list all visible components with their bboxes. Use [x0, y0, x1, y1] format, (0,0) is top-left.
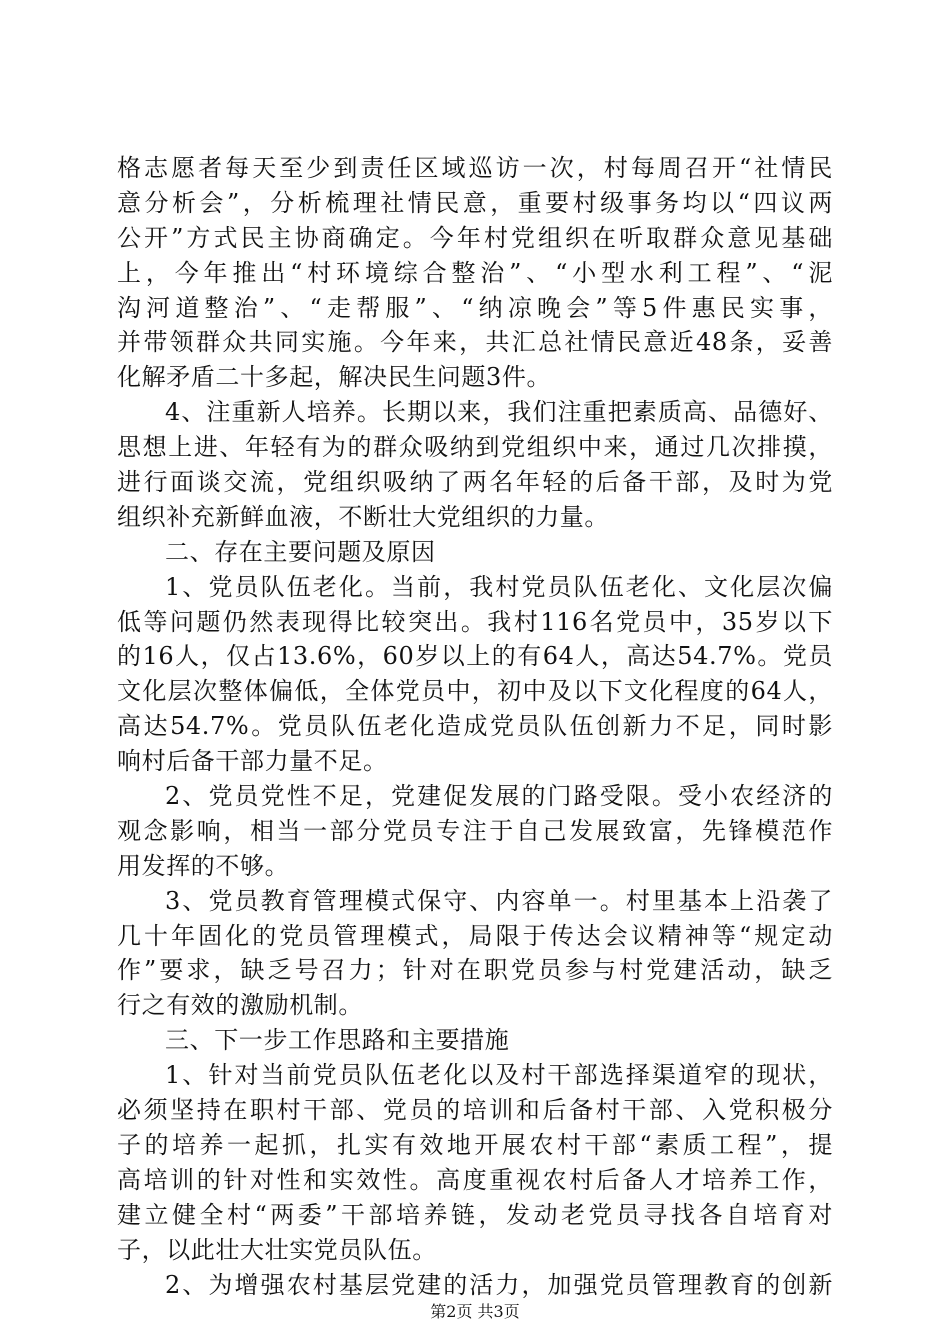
text-line: 并带领群众共同实施。今年来，共汇总社情民意近48条，妥善 — [117, 328, 833, 357]
text-line: 行之有效的激励机制。 — [117, 991, 363, 1020]
text-line: 沟河道整治”、“走帮服”、“纳凉晚会”等5件惠民实事， — [117, 293, 833, 322]
text-line: 格志愿者每天至少到责任区域巡访一次，村每周召开“社情民 — [117, 154, 833, 182]
text-line: 3、党员教育管理模式保守、内容单一。村里基本上沿袭了 — [165, 886, 833, 915]
text-line: 公开”方式民主协商确定。今年村党组织在听取群众意见基础 — [117, 223, 833, 252]
section-heading: 三、下一步工作思路和主要措施 — [165, 1026, 510, 1055]
text-line: 文化层次整体偏低，全体党员中，初中及以下文化程度的64人， — [117, 677, 833, 706]
page-footer: 第2页 共3页 — [430, 1302, 520, 1321]
text-line: 1、针对当前党员队伍老化以及村干部选择渠道窄的现状， — [165, 1061, 833, 1090]
text-line: 低等问题仍然表现得比较突出。我村116名党员中，35岁以下 — [117, 607, 833, 636]
text-line: 意分析会”，分析梳理社情民意，重要村级事务均以“四议两 — [117, 188, 833, 217]
text-line: 2、党员党性不足，党建促发展的门路受限。受小农经济的 — [165, 782, 833, 811]
text-line: 1、党员队伍老化。当前，我村党员队伍老化、文化层次偏 — [165, 572, 833, 601]
text-line: 高培训的针对性和实效性。高度重视农村后备人才培养工作， — [117, 1165, 833, 1194]
text-line: 建立健全村“两委”干部培养链，发动老党员寻找各自培育对 — [117, 1200, 833, 1229]
text-line: 必须坚持在职村干部、党员的培训和后备村干部、入党积极分 — [117, 1096, 833, 1125]
text-line: 子，以此壮大壮实党员队伍。 — [117, 1235, 437, 1264]
text-line: 的16人，仅占13.6%，60岁以上的有64人，高达54.7%。党员 — [117, 642, 833, 671]
text-line: 上，今年推出“村环境综合整治”、“小型水利工程”、“泥 — [117, 258, 833, 287]
text-line: 化解矛盾二十多起，解决民生问题3件。 — [117, 363, 552, 392]
text-line: 组织补充新鲜血液，不断壮大党组织的力量。 — [117, 502, 609, 531]
text-line: 子的培养一起抓，扎实有效地开展农村干部“素质工程”，提 — [117, 1130, 833, 1159]
text-line: 响村后备干部力量不足。 — [117, 747, 388, 776]
text-line: 几十年固化的党员管理模式，局限于传达会议精神等“规定动 — [117, 921, 833, 950]
section-heading: 二、存在主要问题及原因 — [165, 537, 436, 566]
text-line: 观念影响，相当一部分党员专注于自己发展致富，先锋模范作 — [117, 816, 833, 845]
text-line: 作”要求，缺乏号召力；针对在职党员参与村党建活动，缺乏 — [117, 956, 833, 985]
text-line: 2、为增强农村基层党建的活力，加强党员管理教育的创新 — [165, 1270, 833, 1299]
document-body — [117, 151, 833, 1302]
text-line: 用发挥的不够。 — [117, 851, 290, 880]
text-line: 思想上进、年轻有为的群众吸纳到党组织中来，通过几次排摸， — [117, 433, 833, 462]
text-line: 4、注重新人培养。长期以来，我们注重把素质高、品德好、 — [165, 398, 833, 427]
text-line: 进行面谈交流，党组织吸纳了两名年轻的后备干部，及时为党 — [117, 468, 833, 497]
text-line: 高达54.7%。党员队伍老化造成党员队伍创新力不足，同时影 — [117, 712, 833, 741]
